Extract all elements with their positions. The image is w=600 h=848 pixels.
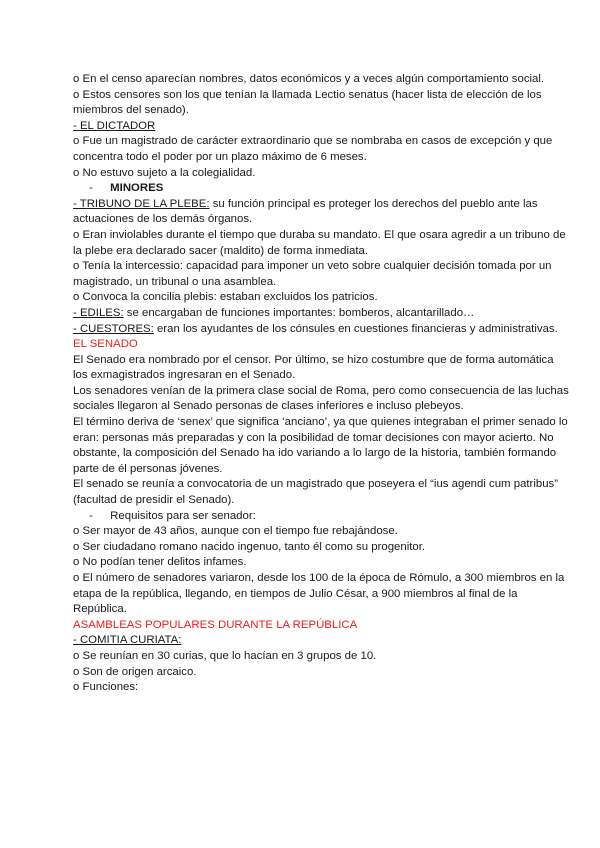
term-cuestores: - CUESTORES: xyxy=(73,322,154,335)
term-ediles: - EDILES: xyxy=(73,306,124,319)
paragraph: El término deriva de ‘senex’ que significa ‘anciano’, ya que quienes integraban el primer senado lo eran: personas más preparadas y con la posibilidad de tomar decisiones con mayor acierto. No obstante, la composición del Senado ha ido variando a lo largo de la historia, también formando parte de él personas jóvenes. xyxy=(73,416,568,475)
paragraph: o Ser mayor de 43 años, aunque con el tiempo fue rebajándose. xyxy=(73,525,398,538)
paragraph: o Eran inviolables durante el tiempo que duraba su mandato. El que osara agredir a un tribuno de la plebe era declarado sacer (maldito) de forma inmediata. xyxy=(73,228,566,257)
paragraph: o Son de origen arcaico. xyxy=(73,665,197,678)
subheading-minores xyxy=(73,181,570,197)
paragraph: El senado se reunía a convocatoria de un magistrado que poseyera el “ius agendi cum patribus” (facultad de presidir el Senado). xyxy=(73,478,559,507)
term-description: su función principal es proteger los derechos del pueblo ante las actuaciones de los demás órganos. xyxy=(73,197,538,226)
term-tribuno: - TRIBUNO DE LA PLEBE: xyxy=(73,197,210,210)
paragraph: o Tenía la intercessio: capacidad para imponer un veto sobre cualquier decisión tomada por un magistrado, un tribunal o una asamblea. xyxy=(73,260,552,288)
subheading-requisitos xyxy=(73,509,570,525)
paragraph xyxy=(73,197,570,228)
bullet-dash: - xyxy=(89,509,93,522)
section-heading-senado: EL SENADO xyxy=(73,338,138,351)
paragraph: El Senado era nombrado por el censor. Por último, se hizo costumbre que de forma automática los exmagistrados ingresaran en el Senado. xyxy=(73,353,554,382)
heading-dictador: - EL DICTADOR xyxy=(73,119,156,132)
bullet-dash: - xyxy=(89,182,93,195)
paragraph: o Estos censores son los que tenían la llamada Lectio senatus (hacer lista de elección de los miembros del senado). xyxy=(73,88,542,117)
heading-comitia-curiata: - COMITIA CURIATA: xyxy=(73,634,182,647)
paragraph: o En el censo aparecían nombres, datos económicos y a veces algún comportamiento social. xyxy=(73,73,545,85)
document-page xyxy=(73,72,570,696)
paragraph: o Ser ciudadano romano nacido ingenuo, tanto él como su progenitor. xyxy=(73,540,426,553)
paragraph: Los senadores venían de la primera clase social de Roma, pero como consecuencia de las luchas sociales llegaron al Senado personas de clases inferiores e incluso plebeyos. xyxy=(73,384,569,413)
paragraph: o Funciones: xyxy=(73,681,139,694)
paragraph: o Se reunían en 30 curias, que lo hacían en 3 grupos de 10. xyxy=(73,649,377,662)
term-description: eran los ayudantes de los cónsules en cuestiones financieras y administrativas. xyxy=(153,322,558,335)
paragraph: o Fue un magistrado de carácter extraordinario que se nombraba en casos de excepción y que concentra todo el poder por un plazo máximo de 6 meses. xyxy=(73,135,553,163)
term-description: se encargaban de funciones importantes: bomberos, alcantarillado… xyxy=(123,306,475,319)
subheading-label: Requisitos para ser senador: xyxy=(110,509,256,522)
paragraph: o No podían tener delitos infames. xyxy=(73,556,247,569)
section-heading-asambleas: ASAMBLEAS POPULARES DURANTE LA REPÚBLICA xyxy=(73,618,358,631)
subheading-label: MINORES xyxy=(110,182,164,195)
paragraph: o El número de senadores variaron, desde los 100 de la época de Rómulo, a 300 miembros en la etapa de la república, llegando, en tiempos de Julio César, a 900 miembros al final de la República. xyxy=(73,572,565,616)
paragraph: o No estuvo sujeto a la colegialidad. xyxy=(73,166,256,179)
paragraph xyxy=(73,306,570,322)
paragraph xyxy=(73,322,570,338)
paragraph: o Convoca la concilia plebis: estaban excluidos los patricios. xyxy=(73,291,378,304)
